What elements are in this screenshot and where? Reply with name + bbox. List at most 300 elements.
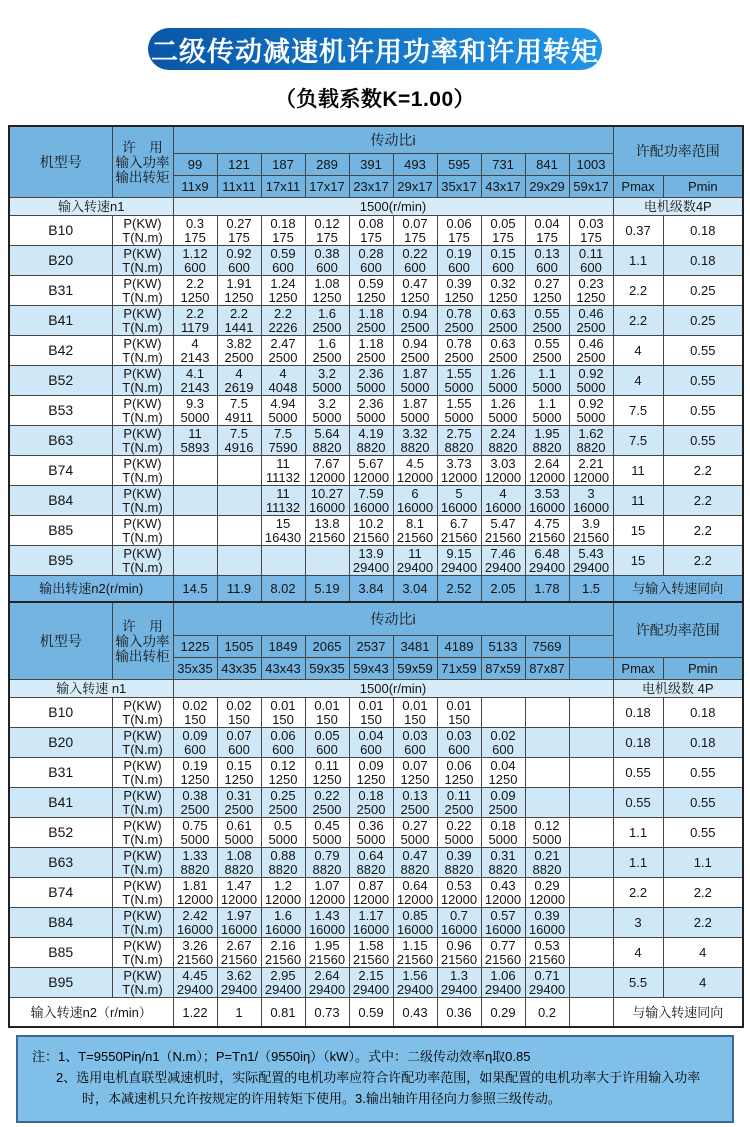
t-value: 21560: [352, 529, 390, 545]
p-unit-label: P(KW): [123, 486, 162, 501]
note-line-1: 注：1、T=9550Piη/n1（N.m）；P=Tn1/（9550iη）（kW）。式中：二级传动效率η取0.85: [32, 1049, 531, 1064]
t-value: 150: [316, 711, 338, 727]
t-value: 8820: [400, 861, 430, 877]
t-value: 150: [228, 711, 250, 727]
pt-value-cell: [305, 426, 349, 456]
stage-value-cell: 17x17: [305, 176, 349, 198]
n2-direction-note: 与输入转速同向: [613, 576, 743, 603]
t-value: 16000: [528, 921, 566, 937]
pt-value-cell: [525, 818, 569, 848]
p-value: 4.94: [270, 396, 296, 411]
p-unit-label: P(KW): [123, 908, 162, 923]
t-value: 600: [184, 741, 206, 757]
t-value: 16000: [572, 499, 610, 515]
pt-value-cell: [569, 878, 613, 908]
t-value: 2500: [576, 319, 606, 335]
p-value: 0.5: [273, 818, 293, 833]
t-value: 16000: [396, 921, 434, 937]
ratio-value-cell: 7569: [525, 636, 569, 658]
p-value: 0.55: [534, 336, 560, 351]
p-unit-label: P(KW): [123, 848, 162, 863]
t-value: 1250: [400, 771, 430, 787]
pmax-header: Pmax: [613, 658, 663, 680]
t-value: 2500: [268, 349, 298, 365]
stage-value-cell: 11x11: [217, 176, 261, 198]
t-unit-label: T(N.m): [122, 409, 163, 425]
t-value: 600: [272, 741, 294, 757]
t-value: 600: [404, 259, 426, 275]
ratio-value-cell: 187: [261, 154, 305, 176]
pt-label-cell: [112, 728, 173, 758]
pt-value-cell: [569, 486, 613, 516]
pt-label-cell: [112, 426, 173, 456]
pt-value-cell: [569, 848, 613, 878]
pt-value-cell: [569, 938, 613, 968]
pmin-cell: 2.2: [663, 908, 743, 938]
t-value: 21560: [528, 529, 566, 545]
pt-value-cell: [217, 426, 261, 456]
p-value: 0.09: [490, 788, 516, 803]
model-cell: B95: [9, 546, 112, 576]
t-value: 21560: [572, 529, 610, 545]
pmax-cell: 0.55: [613, 758, 663, 788]
p-value: 0.39: [446, 276, 472, 291]
p-value: 1.97: [226, 908, 252, 923]
table-row: [9, 276, 743, 306]
t-value: 150: [404, 711, 426, 727]
p-value: 13.9: [358, 546, 384, 561]
pt-label-cell: [112, 336, 173, 366]
pt-value-cell: [261, 216, 305, 246]
p-value: 1.55: [446, 366, 472, 381]
pt-value-cell: [173, 336, 217, 366]
p-value: 11: [188, 426, 202, 441]
p-value: 1.1: [537, 366, 557, 381]
p-value: 0.02: [226, 698, 252, 713]
t-value: 8820: [576, 439, 606, 455]
pt-value-cell: [349, 456, 393, 486]
ratio-value-cell: 2537: [349, 636, 393, 658]
pt-value-cell: [525, 546, 569, 576]
pt-value-cell: [173, 546, 217, 576]
p-value: 0.31: [226, 788, 252, 803]
page-title: 二级传动减速机许用功率和许用转矩: [151, 36, 599, 67]
t-value: 600: [272, 259, 294, 275]
p-value: 0.59: [358, 276, 384, 291]
p-value: 11: [276, 486, 290, 501]
p-value: 1.15: [402, 938, 428, 953]
ratio-header: 传动比i: [173, 602, 613, 636]
n2-value-cell: 5.19: [305, 576, 349, 603]
p-value: 0.47: [402, 276, 428, 291]
t-value: 5000: [576, 379, 606, 395]
t-value: 1250: [356, 771, 386, 787]
t-unit-label: T(N.m): [122, 379, 163, 395]
t-value: 2500: [576, 349, 606, 365]
p-value: 10.2: [358, 516, 384, 531]
p-unit-label: P(KW): [123, 306, 162, 321]
t-value: 21560: [176, 951, 214, 967]
t-value: 16430: [264, 529, 302, 545]
pt-value-cell: [525, 306, 569, 336]
pt-label-cell: [112, 758, 173, 788]
p-unit-label: P(KW): [123, 276, 162, 291]
t-value: 175: [184, 229, 206, 245]
pt-value-cell: [349, 818, 393, 848]
model-cell: B41: [9, 306, 112, 336]
t-value: 150: [448, 711, 470, 727]
p-value: 3: [587, 486, 595, 501]
pmin-cell: 1.1: [663, 848, 743, 878]
p-value: 2.42: [182, 908, 208, 923]
p-value: 0.88: [270, 848, 296, 863]
t-value: 4916: [224, 439, 254, 455]
model-cell: B53: [9, 396, 112, 426]
n2-value-cell: 1.22: [173, 998, 217, 1028]
stage-value-cell: 71x59: [437, 658, 481, 680]
p-value: 7.67: [314, 456, 340, 471]
p-value: 0.11: [446, 788, 472, 803]
p-value: 3.9: [581, 516, 601, 531]
t-value: 8820: [532, 439, 562, 455]
table-row: [9, 306, 743, 336]
t-value: 8820: [532, 861, 562, 877]
p-value: 4.5: [405, 456, 425, 471]
p-value: 0.45: [314, 818, 340, 833]
stage-value-cell: 43x17: [481, 176, 525, 198]
p-value: 0.02: [490, 728, 516, 743]
pt-value-cell: [393, 848, 437, 878]
p-value: 0.27: [534, 276, 560, 291]
pt-value-cell: [173, 246, 217, 276]
t-value: 16000: [308, 499, 346, 515]
p-value: 0.07: [402, 758, 428, 773]
p-value: 3.82: [226, 336, 252, 351]
p-value: 0.3: [185, 216, 205, 231]
pmin-cell: 2.2: [663, 878, 743, 908]
pmin-cell: 2.2: [663, 516, 743, 546]
pt-value-cell: [349, 878, 393, 908]
p-value: 0.31: [490, 848, 516, 863]
t-value: 1250: [180, 771, 210, 787]
pt-value-cell: [349, 938, 393, 968]
p-value: 4: [235, 366, 243, 381]
t-value: 2500: [532, 349, 562, 365]
model-cell: B10: [9, 698, 112, 728]
pmax-cell: 11: [613, 486, 663, 516]
n2-value-cell: 0.43: [393, 998, 437, 1028]
pt-value-cell: [217, 938, 261, 968]
pt-value-cell: [525, 878, 569, 908]
p-value: 10.27: [310, 486, 344, 501]
pt-value-cell: [261, 336, 305, 366]
p-value: 1.55: [446, 396, 472, 411]
pt-value-cell: [261, 848, 305, 878]
pt-value-cell: [393, 758, 437, 788]
p-value: 0.22: [446, 818, 472, 833]
p-value: 13.8: [314, 516, 340, 531]
t-value: 600: [492, 741, 514, 757]
usage-col-header: [112, 126, 173, 198]
t-unit-label: T(N.m): [122, 229, 163, 245]
ratio-value-cell: 2065: [305, 636, 349, 658]
pt-value-cell: [525, 426, 569, 456]
p-value: 0.03: [402, 728, 428, 743]
usage-header-line: 输出转矩: [115, 169, 170, 185]
p-unit-label: P(KW): [123, 878, 162, 893]
pt-value-cell: [217, 276, 261, 306]
usage-header-line: 输入功率: [115, 154, 170, 170]
pmax-cell: 0.55: [613, 788, 663, 818]
t-value: 16000: [176, 921, 214, 937]
p-value: 1.95: [534, 426, 560, 441]
t-value: 12000: [220, 891, 258, 907]
t-value: 12000: [396, 469, 434, 485]
pt-label-cell: [112, 698, 173, 728]
t-value: 2500: [400, 801, 430, 817]
pt-value-cell: [349, 728, 393, 758]
stage-value-cell: 87x59: [481, 658, 525, 680]
pmax-header: Pmax: [613, 176, 663, 198]
p-value: 0.13: [402, 788, 428, 803]
t-value: 21560: [440, 951, 478, 967]
table-row: [9, 486, 743, 516]
t-value: 11132: [265, 469, 301, 485]
ratio-value-cell: 1225: [173, 636, 217, 658]
t-value: 12000: [308, 469, 346, 485]
t-value: 5000: [312, 409, 342, 425]
t-value: 29400: [484, 981, 522, 997]
t-value: 12000: [352, 891, 390, 907]
p-value: 3.2: [317, 396, 337, 411]
pt-value-cell: [393, 516, 437, 546]
p-value: 1.6: [317, 306, 337, 321]
t-value: 175: [404, 229, 426, 245]
pt-value-cell: [349, 788, 393, 818]
p-value: 0.01: [446, 698, 472, 713]
pt-value-cell: [569, 246, 613, 276]
t-value: 1250: [444, 289, 474, 305]
model-cell: B95: [9, 968, 112, 998]
pt-value-cell: [349, 426, 393, 456]
pt-label-cell: [112, 276, 173, 306]
t-value: 5000: [268, 409, 298, 425]
pt-value-cell: [437, 336, 481, 366]
pt-value-cell: [525, 908, 569, 938]
pt-value-cell: [481, 486, 525, 516]
pt-value-cell: [437, 366, 481, 396]
ratio-value-cell: 121: [217, 154, 261, 176]
pt-value-cell: [173, 516, 217, 546]
t-value: 600: [492, 259, 514, 275]
p-value: 7.46: [490, 546, 516, 561]
p-unit-label: P(KW): [123, 456, 162, 471]
t-value: 29400: [264, 981, 302, 997]
ratio-value-cell: 4189: [437, 636, 481, 658]
pmax-cell: 0.37: [613, 216, 663, 246]
stage-value-cell: 87x87: [525, 658, 569, 680]
pt-value-cell: [437, 396, 481, 426]
pt-value-cell: [305, 366, 349, 396]
p-value: 1.2: [273, 878, 293, 893]
pt-value-cell: [261, 276, 305, 306]
pt-value-cell: [393, 486, 437, 516]
t-value: 1250: [356, 289, 386, 305]
pt-value-cell: [481, 698, 525, 728]
pt-value-cell: [261, 246, 305, 276]
p-value: 0.11: [578, 246, 604, 261]
p-value: 2.64: [534, 456, 560, 471]
t-value: 12000: [440, 891, 478, 907]
pmax-cell: 4: [613, 938, 663, 968]
model-cell: B42: [9, 336, 112, 366]
t-value: 2500: [532, 319, 562, 335]
pt-value-cell: [569, 276, 613, 306]
pt-value-cell: [525, 396, 569, 426]
pmin-cell: 2.2: [663, 486, 743, 516]
t-value: 5000: [444, 409, 474, 425]
t-value: 8820: [444, 439, 474, 455]
n2-label: 输出转速n2(r/min): [9, 576, 173, 603]
pt-label-cell: [112, 456, 173, 486]
pt-value-cell: [305, 516, 349, 546]
p-value: 1.18: [358, 306, 384, 321]
t-value: 1179: [181, 319, 209, 335]
pt-value-cell: [393, 276, 437, 306]
pt-value-cell: [261, 758, 305, 788]
table-row: [9, 366, 743, 396]
t-value: 12000: [440, 469, 478, 485]
p-value: 3.62: [226, 968, 252, 983]
t-value: 5000: [532, 379, 562, 395]
t-value: 21560: [484, 951, 522, 967]
t-value: 2500: [268, 801, 298, 817]
p-value: 0.92: [578, 396, 604, 411]
p-value: 4.1: [185, 366, 205, 381]
t-value: 600: [316, 741, 338, 757]
t-value: 29400: [176, 981, 214, 997]
title-banner: [148, 28, 602, 70]
t-value: 600: [360, 741, 382, 757]
t-value: 21560: [396, 951, 434, 967]
pt-value-cell: [569, 366, 613, 396]
pt-value-cell: [217, 546, 261, 576]
p-value: 6.7: [449, 516, 469, 531]
p-value: 1.26: [490, 396, 516, 411]
pt-value-cell: [173, 396, 217, 426]
pmin-cell: 0.55: [663, 426, 743, 456]
pt-label-cell: [112, 396, 173, 426]
p-value: 1.56: [402, 968, 428, 983]
t-value: 1441: [224, 319, 254, 335]
p-value: 1.26: [490, 366, 516, 381]
n1-label: 输入转速n1: [9, 198, 173, 216]
p-value: 2.36: [358, 396, 384, 411]
pmax-cell: 1.1: [613, 246, 663, 276]
pt-value-cell: [173, 216, 217, 246]
t-value: 16000: [264, 921, 302, 937]
n2-value-cell: 1: [217, 998, 261, 1028]
pt-value-cell: [437, 728, 481, 758]
n2-direction-note: 与输入转速同向: [613, 998, 743, 1028]
p-value: 7.59: [358, 486, 384, 501]
pt-value-cell: [569, 516, 613, 546]
p-unit-label: P(KW): [123, 216, 162, 231]
n2-value-cell: [569, 998, 613, 1028]
p-value: 6.48: [534, 546, 560, 561]
ratio-header: 传动比i: [173, 126, 613, 154]
table-row: [9, 938, 743, 968]
usage-header-line: 输出转柜: [115, 648, 170, 664]
n2-value-cell: 0.29: [481, 998, 525, 1028]
p-unit-label: P(KW): [123, 698, 162, 713]
p-value: 0.12: [314, 216, 340, 231]
stage-value-cell: 35x35: [173, 658, 217, 680]
pt-value-cell: [569, 396, 613, 426]
ratio-value-cell: 99: [173, 154, 217, 176]
p-value: 0.07: [226, 728, 252, 743]
pt-value-cell: [173, 878, 217, 908]
model-cell: B63: [9, 426, 112, 456]
pt-value-cell: [481, 366, 525, 396]
p-value: 2.24: [490, 426, 516, 441]
p-value: 1.6: [273, 908, 293, 923]
table-row: [9, 908, 743, 938]
ratio-value-cell: 391: [349, 154, 393, 176]
t-value: 5000: [576, 409, 606, 425]
p-value: 0.38: [314, 246, 340, 261]
p-value: 0.61: [226, 818, 252, 833]
t-value: 8820: [356, 439, 386, 455]
pt-value-cell: [525, 968, 569, 998]
pt-value-cell: [217, 306, 261, 336]
n2-value-cell: 0.59: [349, 998, 393, 1028]
p-value: 1.07: [314, 878, 340, 893]
pt-value-cell: [569, 968, 613, 998]
pt-value-cell: [569, 758, 613, 788]
p-value: 0.71: [534, 968, 560, 983]
model-cell: B84: [9, 908, 112, 938]
pt-value-cell: [437, 456, 481, 486]
pt-value-cell: [525, 788, 569, 818]
p-value: 4.45: [182, 968, 208, 983]
pt-value-cell: [305, 456, 349, 486]
p-value: 0.47: [402, 848, 428, 863]
pt-value-cell: [173, 456, 217, 486]
pt-value-cell: [481, 336, 525, 366]
pt-value-cell: [569, 456, 613, 486]
t-value: 1250: [576, 289, 606, 305]
pmin-cell: 0.18: [663, 728, 743, 758]
t-value: 5000: [488, 379, 518, 395]
pmax-cell: 0.18: [613, 698, 663, 728]
p-value: 2.2: [185, 276, 205, 291]
p-value: 0.05: [490, 216, 516, 231]
t-unit-label: T(N.m): [122, 861, 163, 877]
t-value: 2226: [268, 319, 298, 335]
t-value: 175: [580, 229, 602, 245]
pt-label-cell: [112, 788, 173, 818]
p-value: 2.95: [270, 968, 296, 983]
power-range-header: 许配功率范围: [613, 126, 743, 176]
pt-value-cell: [569, 788, 613, 818]
t-value: 29400: [308, 981, 346, 997]
pt-value-cell: [349, 366, 393, 396]
p-value: 0.12: [534, 818, 560, 833]
t-value: 2619: [224, 379, 254, 395]
p-value: 0.96: [446, 938, 472, 953]
pmin-cell: 0.55: [663, 366, 743, 396]
